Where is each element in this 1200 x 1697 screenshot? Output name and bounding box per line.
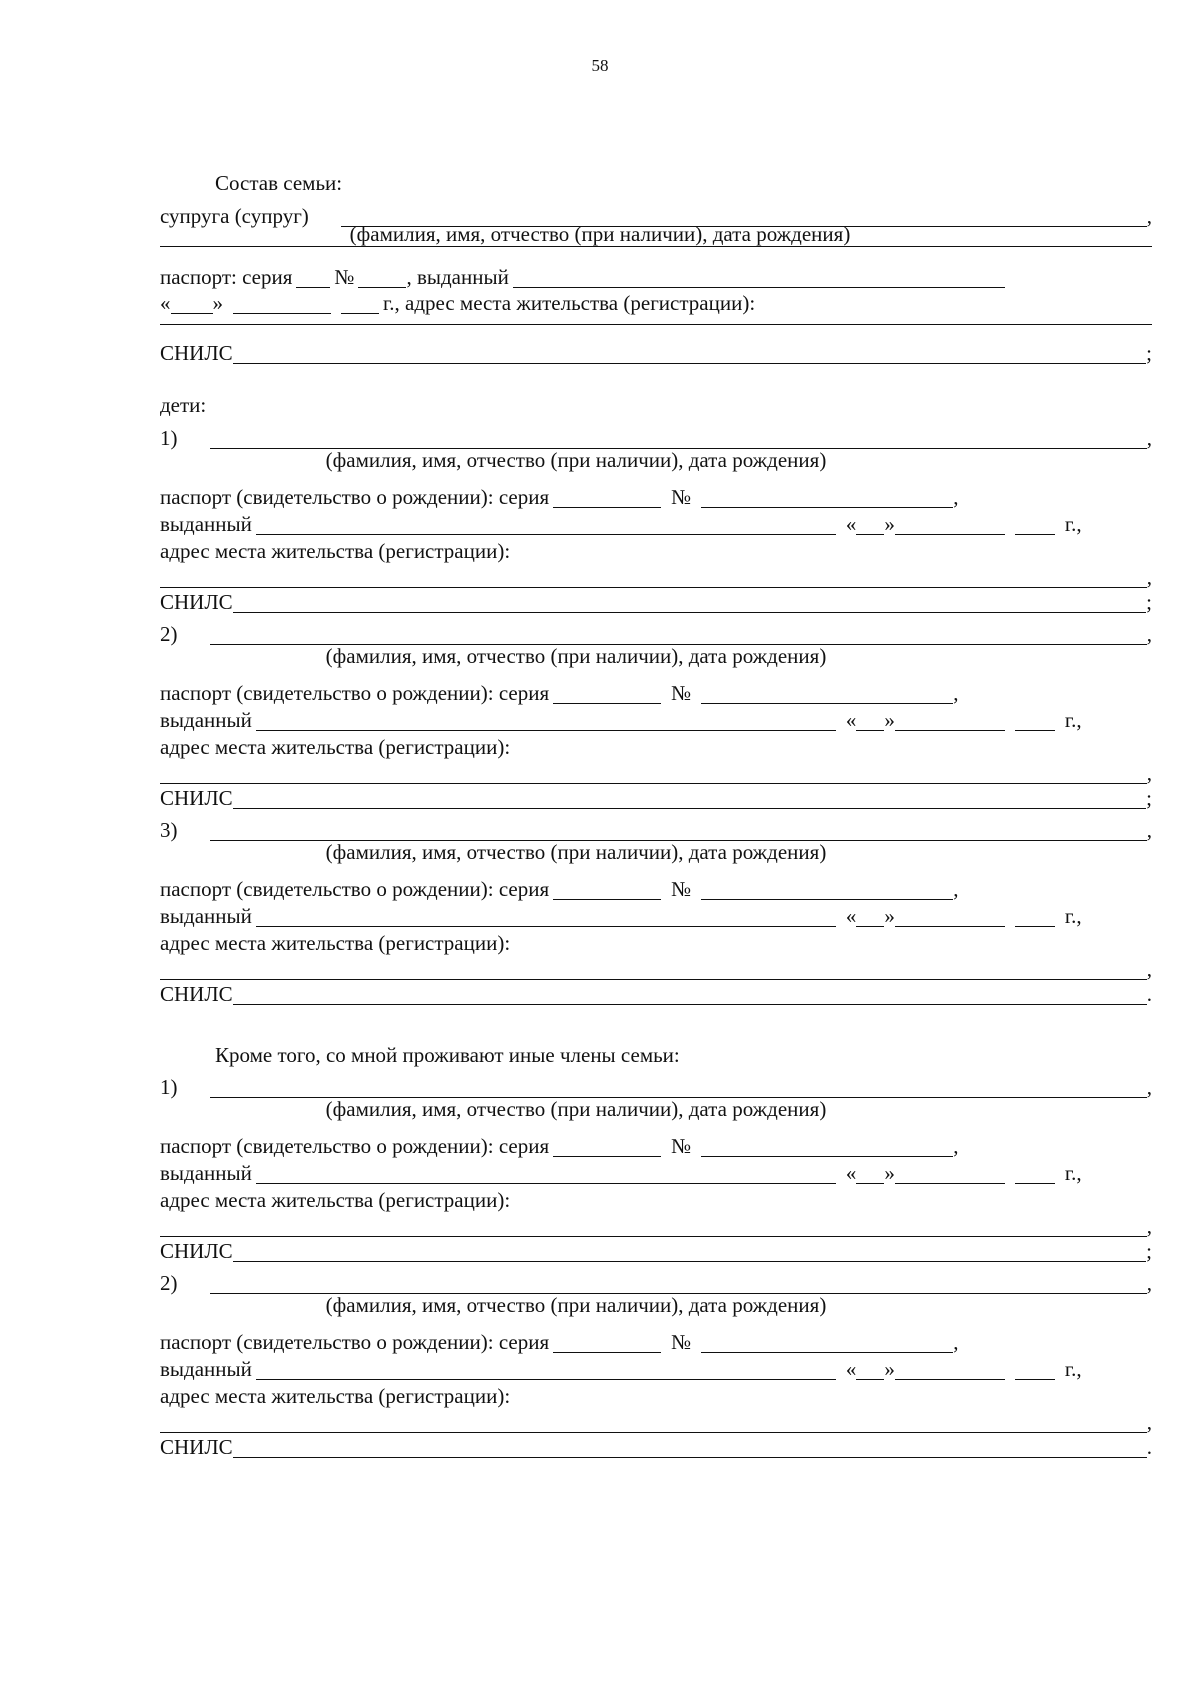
spouse-issue-month-field[interactable] [233, 290, 331, 314]
other-1-name-field[interactable] [210, 1074, 1147, 1098]
other-1-passport-row: паспорт (свидетельство о рождении): серия № , [160, 1134, 959, 1158]
child-1-address-row: , [160, 558, 1152, 588]
other-1-name-row: 1) , [160, 1075, 1152, 1099]
other-1-snils-field[interactable] [233, 1238, 1147, 1262]
other-2-passport-row: паспорт (свидетельство о рождении): серия № , [160, 1330, 959, 1354]
child-2-name-field[interactable] [210, 621, 1147, 645]
child-3-passport-row: паспорт (свидетельство о рождении): серия № , [160, 877, 959, 901]
page-number: 58 [591, 56, 609, 75]
other-1-address-label: адрес места жительства (регистрации): [160, 1188, 511, 1212]
child-1-snils-row: СНИЛС ; [160, 590, 1152, 614]
child-3-address-row: , [160, 950, 1152, 980]
other-2-address-label: адрес места жительства (регистрации): [160, 1384, 511, 1408]
other-2-name-row: 2) , [160, 1271, 1152, 1295]
child-3-issued-row: выданный « » г., [160, 904, 1082, 928]
child-2-address-row: , [160, 754, 1152, 784]
child-2-issued-row: выданный « » г., [160, 708, 1082, 732]
spouse-snils-row: СНИЛС ; [160, 341, 1152, 365]
child-1-snils-field[interactable] [233, 589, 1147, 613]
child-2-name-row: 2) , [160, 622, 1152, 646]
other-1-snils-row: СНИЛС ; [160, 1239, 1152, 1263]
spouse-row: супруга (супруг) , [160, 204, 1152, 228]
other-2-issued-row: выданный « » г., [160, 1357, 1082, 1381]
children-label: дети: [160, 393, 207, 417]
spouse-issue-day-field[interactable] [171, 290, 213, 314]
spouse-address-field[interactable] [160, 324, 1152, 325]
other-2-address-row: , [160, 1403, 1152, 1433]
child-1-issued-row: выданный « » г., [160, 512, 1082, 536]
child-2-snils-field[interactable] [233, 785, 1147, 809]
spouse-snils-field[interactable] [233, 340, 1147, 364]
child-1-passport-row: паспорт (свидетельство о рождении): серия № , [160, 485, 959, 509]
spouse-label: супруга (супруг) [160, 204, 309, 228]
other-1-address-row: , [160, 1207, 1152, 1237]
family-title: Состав семьи: [215, 171, 343, 195]
child-1-name-field[interactable] [210, 425, 1147, 449]
other-2-snils-field[interactable] [233, 1434, 1147, 1458]
other-1-issued-row: выданный « » г., [160, 1161, 1082, 1185]
other-2-name-field[interactable] [210, 1270, 1147, 1294]
child-1-caption: (фамилия, имя, отчество (при наличии), дата рождения) [325, 448, 827, 472]
child-3-caption: (фамилия, имя, отчество (при наличии), дата рождения) [325, 840, 827, 864]
child-3-snils-row: СНИЛС . [160, 982, 1152, 1006]
other-2-snils-row: СНИЛС . [160, 1435, 1152, 1459]
child-1-address-label: адрес места жительства (регистрации): [160, 539, 511, 563]
spouse-name-line-2[interactable] [160, 246, 1152, 247]
child-2-address-label: адрес места жительства (регистрации): [160, 735, 511, 759]
spouse-caption: (фамилия, имя, отчество (при наличии), дата рождения) [349, 222, 851, 246]
spouse-passport-row: паспорт: серия № , выданный [160, 258, 1152, 288]
child-2-snils-row: СНИЛС ; [160, 786, 1152, 810]
child-2-caption: (фамилия, имя, отчество (при наличии), дата рождения) [325, 644, 827, 668]
child-2-passport-row: паспорт (свидетельство о рождении): серия № , [160, 681, 959, 705]
child-3-snils-field[interactable] [233, 981, 1147, 1005]
child-3-address-label: адрес места жительства (регистрации): [160, 931, 511, 955]
spouse-date-row: « » г., адрес места жительства (регистрации): [160, 291, 756, 315]
child-3-name-row: 3) , [160, 818, 1152, 842]
child-3-name-field[interactable] [210, 817, 1147, 841]
child-1-name-row: 1) , [160, 426, 1152, 450]
spouse-issue-year-field[interactable] [341, 290, 379, 314]
other-2-caption: (фамилия, имя, отчество (при наличии), дата рождения) [325, 1293, 827, 1317]
other-1-caption: (фамилия, имя, отчество (при наличии), дата рождения) [325, 1097, 827, 1121]
others-title: Кроме того, со мной проживают иные члены семьи: [215, 1043, 680, 1067]
